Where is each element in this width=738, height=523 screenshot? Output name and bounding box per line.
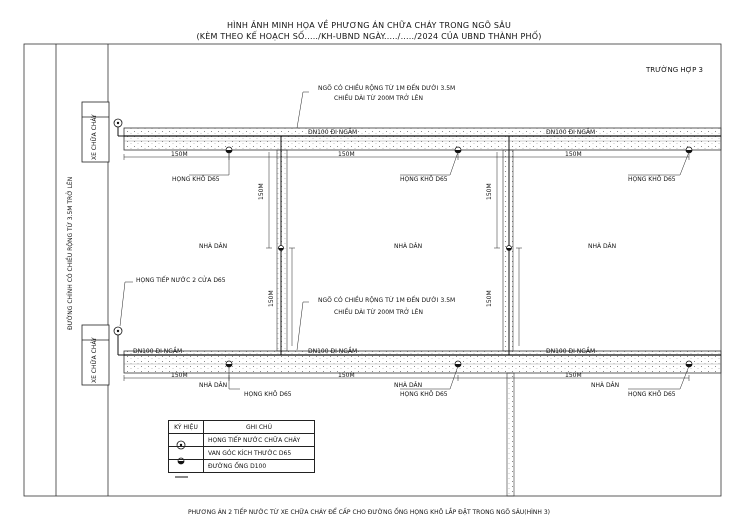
distance-label: 150M <box>565 372 582 379</box>
main-road-label: ĐƯỜNG CHÍNH CÓ CHIỀU RỘNG TỪ 3.5M TRỞ LÊN <box>67 176 74 330</box>
hydrant-label: HỌNG KHÔ D65 <box>628 391 676 398</box>
valve-icon <box>279 246 284 251</box>
hydrant-label: HỌNG KHÔ D65 <box>400 391 448 398</box>
drawing-title: HÌNH ẢNH MINH HỌA VỀ PHƯƠNG ÁN CHỮA CHÁY TRONG NGÕ SÂU <box>226 21 512 30</box>
pipe-label: DN100 ĐI NGẦM <box>133 348 183 355</box>
distance-label: 150M <box>565 151 582 158</box>
house-label: NHÀ DÂN <box>394 243 423 250</box>
house-label: NHÀ DÂN <box>394 382 423 389</box>
case-label: TRƯỜNG HỢP 3 <box>646 66 703 74</box>
legend-symbol-cell <box>169 447 204 460</box>
legend-row-inlet: HỌNG TIẾP NƯỚC CHỮA CHÁY <box>204 434 315 447</box>
legend-symbol-cell <box>169 434 204 447</box>
house-label: NHÀ DÂN <box>199 243 228 250</box>
inlet-icon <box>114 327 122 335</box>
drawing-caption: PHƯƠNG ÁN 2 TIẾP NƯỚC TỪ XE CHỮA CHÁY ĐỂ CẤP CHO ĐƯỜNG ỐNG HỌNG KHÔ LẮP ĐẶT TRONG NGÕ SÂU(HÌNH 3) <box>187 509 550 516</box>
house-label: NHÀ DÂN <box>588 243 617 250</box>
cross-alley-3 <box>507 373 514 496</box>
legend-header-symbol: KÝ HIỆU <box>169 421 204 434</box>
legend-table <box>168 420 315 473</box>
distance-label: 150M <box>171 151 188 158</box>
distance-label: 150M <box>268 290 275 307</box>
inlet-label: HỌNG TIẾP NƯỚC 2 CỬA D65 <box>136 277 226 284</box>
valve-icon <box>507 246 512 251</box>
pipe-label: DN100 ĐI NGẦM <box>308 348 358 355</box>
distance-label: 150M <box>258 183 265 200</box>
distance-label: 150M <box>171 372 188 379</box>
pipe-label: DN100 ĐI NGẦM <box>546 348 596 355</box>
drawing-frame <box>24 44 721 496</box>
hydrant-label: HỌNG KHÔ D65 <box>244 391 292 398</box>
drawing-subtitle: (KÈM THEO KẾ HOẠCH SỐ...../KH-UBND NGÀY...../...../2024 CỦA UBND THÀNH PHỐ) <box>196 32 542 41</box>
bottom-alley <box>124 348 721 373</box>
legend-symbol-cell <box>169 460 204 473</box>
alley-note-top-1: NGÕ CÓ CHIỀU RỘNG TỪ 1M ĐẾN DƯỚI 3.5M <box>318 85 456 92</box>
legend-header-note: GHI CHÚ <box>204 421 315 434</box>
dimension-lines <box>124 152 689 381</box>
fire-truck-label-bottom: XE CHỮA CHÁY <box>91 337 98 383</box>
top-alley <box>124 128 721 150</box>
inlet-icon <box>114 119 122 127</box>
distance-label: 150M <box>338 372 355 379</box>
distance-label: 150M <box>338 151 355 158</box>
legend-row-valve: VAN GÓC KÍCH THƯỚC D65 <box>204 447 315 460</box>
pipe-label: DN100 ĐI NGẦM <box>546 129 596 136</box>
hydrant-label: HỌNG KHÔ D65 <box>400 176 448 183</box>
alley-note-mid-2: CHIỀU DÀI TỪ 200M TRỞ LÊN <box>334 309 423 316</box>
hydrant-label: HỌNG KHÔ D65 <box>172 176 220 183</box>
distance-label: 150M <box>486 290 493 307</box>
alley-note-mid-1: NGÕ CÓ CHIỀU RỘNG TỪ 1M ĐẾN DƯỚI 3.5M <box>318 297 456 304</box>
legend-row-pipe: ĐƯỜNG ỐNG D100 <box>204 460 315 473</box>
hydrant-label: HỌNG KHÔ D65 <box>628 176 676 183</box>
house-label: NHÀ DÂN <box>199 382 228 389</box>
alley-note-top-2: CHIỀU DÀI TỪ 200M TRỞ LÊN <box>334 95 423 102</box>
pipe-label: DN100 ĐI NGẦM <box>308 129 358 136</box>
fire-truck-label-top: XE CHỮA CHÁY <box>91 114 98 160</box>
distance-label: 150M <box>486 183 493 200</box>
house-label: NHÀ DÂN <box>591 382 620 389</box>
